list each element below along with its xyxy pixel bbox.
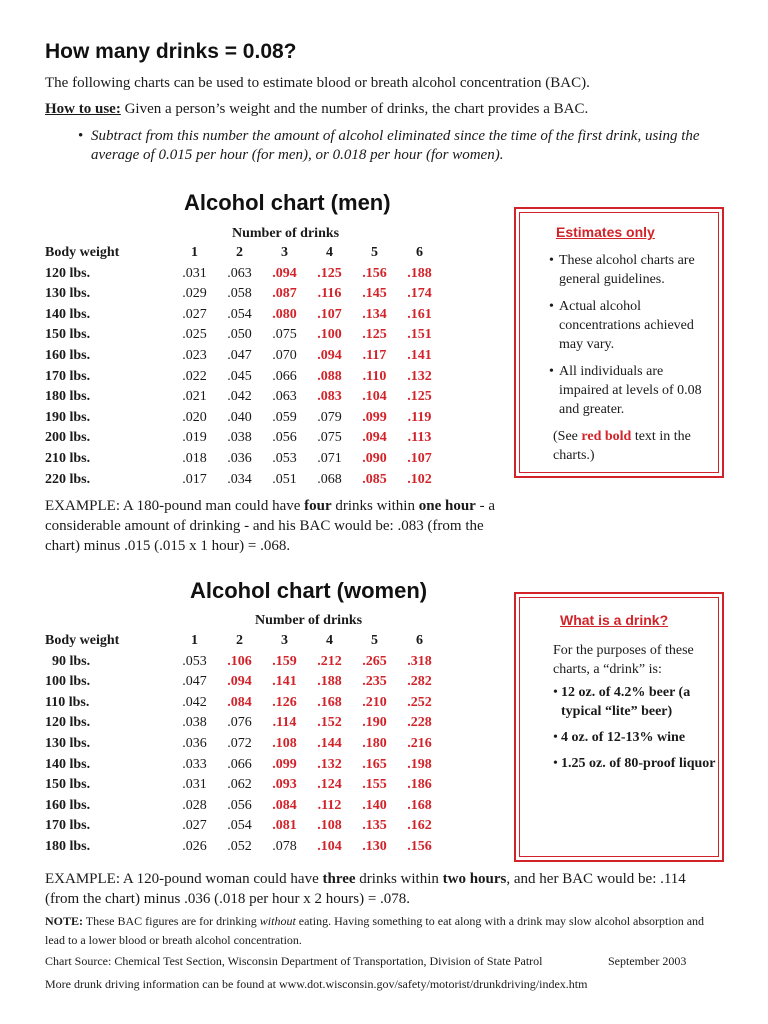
list-item [553, 728, 718, 747]
list-item-text: 12 oz. of 4.2% beer (a typical “lite” beer) [561, 685, 691, 719]
bac-value-cell: .025 [182, 327, 207, 343]
example-text: EXAMPLE: A 120-pound woman could have [45, 871, 323, 887]
bac-value-cell: .140 [362, 797, 387, 813]
bac-value-cell: .104 [317, 838, 342, 854]
bac-value-cell: .094 [317, 347, 342, 363]
bac-value-cell: .031 [182, 777, 207, 793]
bac-value-cell: .099 [362, 409, 387, 425]
drinks-col-header: 3 [281, 245, 288, 260]
bullet-dot-icon: • [549, 299, 554, 314]
bac-value-cell: .228 [407, 715, 432, 731]
table-row [45, 755, 442, 776]
bac-value-cell: .165 [362, 756, 387, 772]
table-row [45, 652, 442, 673]
bac-value-cell: .056 [227, 797, 252, 813]
list-item [553, 683, 718, 721]
bac-value-cell: .116 [317, 286, 342, 302]
bullet-dot-icon: • [78, 128, 84, 144]
body-weight-cell: 160 lbs. [45, 797, 91, 813]
bac-value-cell: .023 [182, 347, 207, 363]
women-example [45, 869, 695, 909]
see-prefix: (See [553, 429, 582, 444]
bac-value-cell: .063 [272, 389, 297, 405]
example-text: - a considerable amount of drinking - and his BAC would be: .083 (from the chart) minus .015 (.015 x 1 hour) = .068. [45, 498, 495, 554]
example-bold: two hours [442, 871, 507, 887]
more-info: More drunk driving information can be found at www.dot.wisconsin.gov/safety/motorist/drunkdriving/index.htm [45, 977, 588, 991]
drinks-col-header: 4 [326, 633, 333, 648]
bac-value-cell: .058 [227, 286, 252, 302]
example-text: EXAMPLE: A 180-pound man could have [45, 498, 305, 514]
bac-value-cell: .059 [272, 409, 297, 425]
table-row [45, 470, 442, 491]
bac-value-cell: .052 [227, 838, 252, 854]
bac-value-cell: .050 [227, 327, 252, 343]
subtract-bullet [78, 127, 718, 165]
body-weight-cell: 220 lbs. [45, 471, 91, 487]
bac-value-cell: .085 [362, 471, 387, 487]
bac-value-cell: .186 [407, 777, 432, 793]
bac-value-cell: .141 [272, 674, 297, 690]
bullet-dot-icon: • [553, 730, 558, 745]
bac-value-cell: .017 [182, 471, 207, 487]
body-weight-cell: 140 lbs. [45, 306, 91, 322]
bac-value-cell: .106 [227, 653, 252, 669]
how-to-text: Given a person’s weight and the number of drinks, the chart provides a BAC. [120, 101, 589, 117]
estimates-box-title: Estimates only [556, 224, 655, 240]
bac-value-cell: .156 [362, 265, 387, 281]
body-weight-cell: 200 lbs. [45, 430, 91, 446]
bac-value-cell: .198 [407, 756, 432, 772]
bac-value-cell: .318 [407, 653, 432, 669]
body-weight-cell: 190 lbs. [45, 409, 91, 425]
bac-value-cell: .071 [317, 450, 342, 466]
bac-value-cell: .282 [407, 674, 432, 690]
bac-value-cell: .026 [182, 838, 207, 854]
bac-value-cell: .084 [227, 694, 252, 710]
bac-value-cell: .125 [317, 265, 342, 281]
table-row [45, 775, 442, 796]
bac-value-cell: .031 [182, 265, 207, 281]
bac-value-cell: .042 [227, 389, 252, 405]
bullet-dot-icon: • [553, 685, 558, 700]
body-weight-cell: 130 lbs. [45, 286, 91, 302]
drink-box-intro: For the purposes of these charts, a “drink” is: [553, 643, 694, 677]
bullet-dot-icon: • [553, 756, 558, 771]
list-item [549, 362, 709, 419]
bac-value-cell: .027 [182, 306, 207, 322]
intro-text: The following charts can be used to estimate blood or breath alcohol concentration (BAC). [45, 75, 590, 91]
body-weight-cell: 110 lbs. [45, 694, 90, 710]
bac-value-cell: .117 [362, 347, 387, 363]
table-row [45, 387, 442, 408]
drinks-col-header: 3 [281, 633, 288, 648]
list-item-text: 1.25 oz. of 80-proof liquor [561, 756, 716, 771]
men-example [45, 496, 515, 556]
table-row [45, 837, 442, 858]
body-weight-header: Body weight [45, 245, 120, 260]
table-row [45, 734, 442, 755]
bac-value-cell: .027 [182, 818, 207, 834]
bac-value-cell: .066 [272, 368, 297, 384]
bac-value-cell: .124 [317, 777, 342, 793]
bac-value-cell: .168 [407, 797, 432, 813]
bac-value-cell: .022 [182, 368, 207, 384]
bac-value-cell: .028 [182, 797, 207, 813]
drinks-col-header: 5 [371, 633, 378, 648]
men-bac-table [45, 243, 442, 490]
bac-value-cell: .054 [227, 818, 252, 834]
bac-value-cell: .036 [182, 735, 207, 751]
bac-value-cell: .076 [227, 715, 252, 731]
bac-value-cell: .021 [182, 389, 207, 405]
bac-value-cell: .075 [317, 430, 342, 446]
bac-value-cell: .235 [362, 674, 387, 690]
bac-value-cell: .083 [317, 389, 342, 405]
bac-value-cell: .125 [407, 389, 432, 405]
example-text: drinks within [355, 871, 443, 887]
table-row [45, 816, 442, 837]
body-weight-cell: 160 lbs. [45, 347, 91, 363]
bac-value-cell: .047 [227, 347, 252, 363]
table-row [45, 284, 442, 305]
bac-value-cell: .132 [407, 368, 432, 384]
men-chart-title: Alcohol chart (men) [184, 190, 391, 215]
body-weight-cell: 120 lbs. [45, 715, 91, 731]
bac-value-cell: .112 [317, 797, 342, 813]
bac-value-cell: .108 [272, 735, 297, 751]
bac-value-cell: .078 [272, 838, 297, 854]
body-weight-cell: 210 lbs. [45, 450, 91, 466]
bac-value-cell: .113 [407, 430, 432, 446]
table-row [45, 305, 442, 326]
bac-value-cell: .063 [227, 265, 252, 281]
list-item [553, 754, 718, 773]
body-weight-cell: 140 lbs. [45, 756, 91, 772]
bac-value-cell: .212 [317, 653, 342, 669]
bac-value-cell: .051 [272, 471, 297, 487]
women-table-header [45, 631, 442, 652]
drinks-col-header: 6 [416, 633, 423, 648]
body-weight-cell: 170 lbs. [45, 368, 91, 384]
women-chart-title: Alcohol chart (women) [190, 578, 428, 603]
see-red-bold-note [549, 427, 709, 465]
bac-value-cell: .210 [362, 694, 387, 710]
drinks-col-header: 4 [326, 245, 333, 260]
body-weight-cell: 90 lbs. [45, 653, 91, 669]
body-weight-cell: 100 lbs. [45, 674, 91, 690]
bac-value-cell: .066 [227, 756, 252, 772]
bac-value-cell: .151 [407, 327, 432, 343]
bac-value-cell: .094 [272, 265, 297, 281]
table-row [45, 713, 442, 734]
note-label: NOTE: [45, 914, 84, 928]
bac-value-cell: .141 [407, 347, 432, 363]
page-title: How many drinks = 0.08? [45, 40, 297, 63]
men-number-of-drinks-label: Number of drinks [232, 226, 340, 241]
drinks-col-header: 2 [236, 633, 243, 648]
example-bold: four [304, 498, 332, 514]
note-italic: without [259, 914, 296, 928]
table-row [45, 325, 442, 346]
bac-value-cell: .056 [272, 430, 297, 446]
example-bold: three [322, 871, 356, 887]
bac-value-cell: .062 [227, 777, 252, 793]
see-suffix: text in the charts.) [553, 429, 691, 463]
women-table-body [45, 652, 442, 858]
bac-value-cell: .130 [362, 838, 387, 854]
table-row [45, 672, 442, 693]
chart-source: Chart Source: Chemical Test Section, Wisconsin Department of Transportation, Division of State Patrol [45, 954, 543, 968]
bac-value-cell: .188 [317, 674, 342, 690]
women-number-of-drinks-label: Number of drinks [255, 613, 363, 628]
bac-value-cell: .080 [272, 306, 297, 322]
bac-value-cell: .040 [227, 409, 252, 425]
table-row [45, 408, 442, 429]
estimates-only-box [514, 207, 724, 478]
body-weight-cell: 170 lbs. [45, 818, 91, 834]
bac-value-cell: .119 [407, 409, 432, 425]
bac-value-cell: .084 [272, 797, 297, 813]
body-weight-cell: 180 lbs. [45, 389, 91, 405]
bac-value-cell: .114 [272, 715, 297, 731]
bac-value-cell: .047 [182, 674, 207, 690]
body-weight-cell: 150 lbs. [45, 777, 91, 793]
bac-value-cell: .155 [362, 777, 387, 793]
note [45, 912, 725, 950]
table-row [45, 264, 442, 285]
estimates-list [549, 251, 709, 473]
drink-list [553, 683, 718, 780]
bac-value-cell: .075 [272, 327, 297, 343]
bac-value-cell: .099 [272, 756, 297, 772]
bac-value-cell: .265 [362, 653, 387, 669]
list-item-text: These alcohol charts are general guidelines. [559, 253, 695, 287]
bac-value-cell: .018 [182, 450, 207, 466]
drinks-col-header: 1 [191, 245, 198, 260]
bac-value-cell: .038 [227, 430, 252, 446]
table-row [45, 693, 442, 714]
bac-value-cell: .174 [407, 286, 432, 302]
drinks-col-header: 6 [416, 245, 423, 260]
bac-value-cell: .019 [182, 430, 207, 446]
drinks-col-header: 2 [236, 245, 243, 260]
note-text: These BAC figures are for drinking [83, 914, 260, 928]
bac-value-cell: .162 [407, 818, 432, 834]
list-item [549, 297, 709, 354]
men-table-header [45, 243, 442, 264]
example-text: drinks within [331, 498, 419, 514]
bac-value-cell: .033 [182, 756, 207, 772]
list-item-text: Actual alcohol concentrations achieved may vary. [559, 299, 694, 352]
bac-value-cell: .188 [407, 265, 432, 281]
bac-value-cell: .045 [227, 368, 252, 384]
drinks-col-header: 1 [191, 633, 198, 648]
bac-value-cell: .054 [227, 306, 252, 322]
table-row [45, 346, 442, 367]
bac-value-cell: .020 [182, 409, 207, 425]
bac-value-cell: .094 [362, 430, 387, 446]
list-item-text: 4 oz. of 12-13% wine [561, 730, 686, 745]
bac-value-cell: .134 [362, 306, 387, 322]
example-text: , and her BAC would be: .114 (from the chart) minus .036 (.018 per hour x 2 hours) = .078. [45, 871, 686, 907]
women-bac-table [45, 631, 442, 858]
example-bold: one hour [418, 498, 476, 514]
bac-value-cell: .107 [317, 306, 342, 322]
how-to-use [45, 101, 588, 118]
bac-value-cell: .216 [407, 735, 432, 751]
bac-value-cell: .093 [272, 777, 297, 793]
how-to-label: How to use: [45, 101, 121, 117]
bac-value-cell: .068 [317, 471, 342, 487]
table-row [45, 428, 442, 449]
bac-value-cell: .110 [362, 368, 387, 384]
bac-value-cell: .107 [407, 450, 432, 466]
red-bold-text: red bold [581, 429, 632, 444]
bac-value-cell: .145 [362, 286, 387, 302]
bac-value-cell: .180 [362, 735, 387, 751]
bac-value-cell: .081 [272, 818, 297, 834]
bullet-dot-icon: • [549, 253, 554, 268]
bac-value-cell: .036 [227, 450, 252, 466]
bac-value-cell: .038 [182, 715, 207, 731]
bac-value-cell: .102 [407, 471, 432, 487]
subtract-bullet-text: Subtract from this number the amount of alcohol eliminated since the time of the first drink, using the average of 0.015 per hour (for men), or 0.018 per hour (for women). [91, 128, 700, 163]
bac-value-cell: .070 [272, 347, 297, 363]
bac-value-cell: .125 [362, 327, 387, 343]
body-weight-cell: 130 lbs. [45, 735, 91, 751]
bac-value-cell: .034 [227, 471, 252, 487]
bac-value-cell: .090 [362, 450, 387, 466]
bac-value-cell: .087 [272, 286, 297, 302]
bac-value-cell: .168 [317, 694, 342, 710]
note-text: eating. Having something to eat along with a drink may slow alcohol absorption and lead to a lower blood or breath alcohol concentration. [45, 914, 705, 947]
bac-value-cell: .252 [407, 694, 432, 710]
bac-value-cell: .094 [227, 674, 252, 690]
bac-value-cell: .100 [317, 327, 342, 343]
bac-value-cell: .159 [272, 653, 297, 669]
bac-value-cell: .126 [272, 694, 297, 710]
table-row [45, 796, 442, 817]
bac-value-cell: .029 [182, 286, 207, 302]
bac-value-cell: .053 [182, 653, 207, 669]
bullet-dot-icon: • [549, 364, 554, 379]
body-weight-cell: 180 lbs. [45, 838, 91, 854]
table-row [45, 449, 442, 470]
bac-value-cell: .053 [272, 450, 297, 466]
bac-value-cell: .190 [362, 715, 387, 731]
body-weight-header: Body weight [45, 633, 120, 648]
source-date: September 2003 [608, 954, 687, 968]
bac-value-cell: .072 [227, 735, 252, 751]
body-weight-cell: 150 lbs. [45, 327, 91, 343]
bac-value-cell: .161 [407, 306, 432, 322]
drinks-col-header: 5 [371, 245, 378, 260]
bac-value-cell: .108 [317, 818, 342, 834]
table-row [45, 367, 442, 388]
bac-value-cell: .132 [317, 756, 342, 772]
what-is-a-drink-box [514, 592, 724, 862]
drink-box-title: What is a drink? [560, 612, 669, 628]
body-weight-cell: 120 lbs. [45, 265, 91, 281]
list-item [549, 251, 709, 289]
bac-value-cell: .088 [317, 368, 342, 384]
bac-value-cell: .135 [362, 818, 387, 834]
bac-value-cell: .156 [407, 838, 432, 854]
list-item-text: All individuals are impaired at levels of 0.08 and greater. [559, 364, 702, 417]
bac-value-cell: .042 [182, 694, 207, 710]
bac-value-cell: .152 [317, 715, 342, 731]
bac-value-cell: .144 [317, 735, 342, 751]
bac-value-cell: .079 [317, 409, 342, 425]
bac-value-cell: .104 [362, 389, 387, 405]
men-table-body [45, 264, 442, 491]
